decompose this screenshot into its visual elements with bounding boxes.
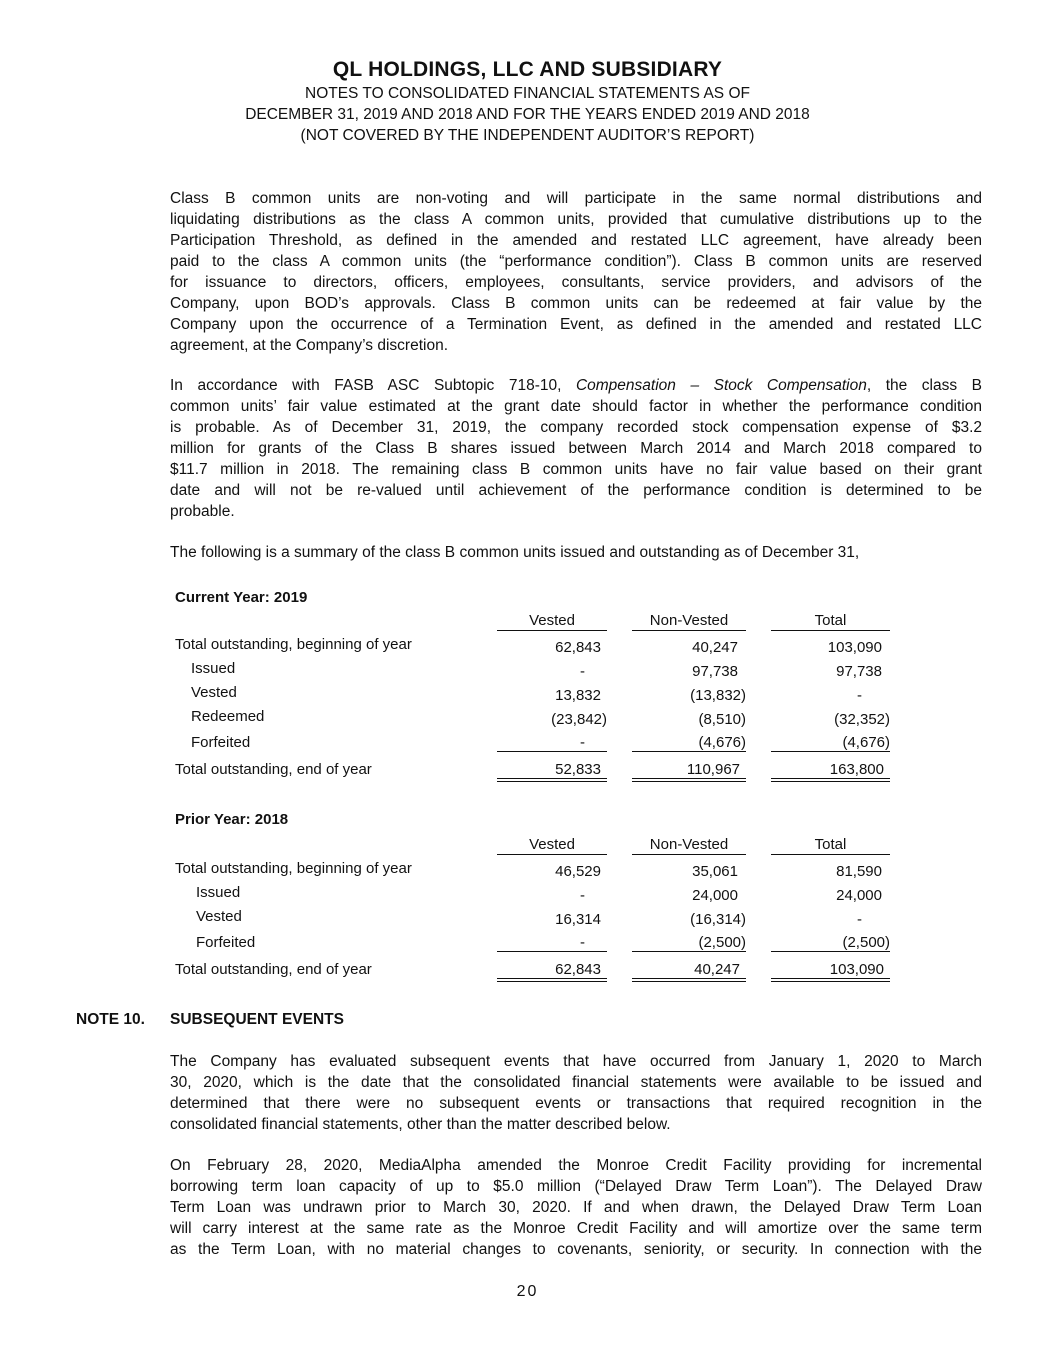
credit-facility-paragraph (170, 1155, 982, 1260)
subsequent-events-paragraph (170, 1051, 982, 1135)
paragraph-line (170, 375, 982, 396)
cell-vested: - (580, 663, 585, 680)
cell-vested: - (580, 887, 585, 904)
table-row (175, 636, 895, 660)
row-label: Total outstanding, beginning of year (175, 636, 412, 653)
paragraph-line: is probable. As of December 31, 2019, the company recorded stock compensation expense of $3.2 (170, 419, 982, 436)
paragraph-line: The following is a summary of the class B common units issued and outstanding as of December 31, (170, 544, 860, 561)
paragraph-line: Participation Threshold, as defined in the amended and restated LLC agreement, have already been (170, 232, 982, 249)
cell-non-vested: (8,510) (698, 711, 746, 728)
cell-vested: 16,314 (555, 911, 601, 928)
cell-vested: - (497, 734, 607, 752)
cell-total: 24,000 (836, 887, 882, 904)
paragraph-line: million for grants of the Class B shares issued between March 2014 and March 2018 compared to (170, 440, 982, 457)
table-row (175, 732, 895, 756)
paragraph-line: borrowing term loan capacity of up to $5.0 million (“Delayed Draw Term Loan”). The Delayed Draw (170, 1178, 982, 1195)
cell-vested: 62,843 (497, 961, 607, 982)
summary-intro-paragraph (170, 542, 982, 563)
cell-vested: (23,842) (551, 711, 607, 728)
paragraph-line: Company upon the occurrence of a Termination Event, as defined in the amended and restated LLC (170, 316, 982, 333)
paragraph-line: paid to the class A common units (the “performance condition”). Class B common units are reserved (170, 253, 982, 270)
paragraph-line: will carry interest at the same rate as the Monroe Credit Facility and will amortize over the same term (170, 1220, 982, 1237)
paragraph-line: date and will not be re-valued until achievement of the performance condition is determined to be (170, 482, 982, 499)
prior-year-heading: Prior Year: 2018 (175, 811, 289, 828)
cell-total: (2,500) (771, 934, 890, 952)
row-label: Total outstanding, end of year (175, 961, 372, 978)
row-label: Vested (196, 908, 242, 925)
table-row (175, 932, 895, 956)
document-subtitle-line-1: NOTES TO CONSOLIDATED FINANCIAL STATEMENTS AS OF (305, 85, 750, 102)
cell-non-vested: 40,247 (632, 961, 746, 982)
paragraph-line: Company, upon BOD’s approvals. Class B common units can be redeemed at fair value by the (170, 295, 982, 312)
column-header-total: Total (771, 836, 890, 855)
paragraph-line: Class B common units are non-voting and will participate in the same normal distributions and (170, 190, 982, 207)
table-row (175, 958, 895, 982)
paragraph-line: probable. (170, 503, 235, 520)
cell-total: (32,352) (834, 711, 890, 728)
row-label: Redeemed (191, 708, 265, 725)
column-header-vested: Vested (497, 836, 607, 855)
cell-vested: 62,843 (555, 639, 601, 656)
paragraph-line: for issuance to directors, officers, employees, consultants, service providers, and advisors of the (170, 274, 982, 291)
cell-non-vested: 35,061 (692, 863, 738, 880)
table-row (175, 908, 895, 932)
table-row (175, 860, 895, 884)
paragraph-line: common units’ fair value estimated at the grant date should factor in whether the performance condition (170, 398, 982, 415)
row-label: Vested (191, 684, 237, 701)
italic-topic-title: Compensation – Stock Compensation (575, 377, 867, 394)
paragraph-line: Term Loan was undrawn prior to March 30, 2020. If and when drawn, the Delayed Draw Term Loan (170, 1199, 982, 1216)
paragraph-line: The Company has evaluated subsequent events that have occurred from January 1, 2020 to March (170, 1053, 982, 1070)
cell-non-vested: (16,314) (690, 911, 746, 928)
paragraph-line: agreement, at the Company’s discretion. (170, 337, 449, 354)
paragraph-line: as the Term Loan, with no material changes to covenants, seniority, or security. In connection with the (170, 1241, 982, 1258)
cell-non-vested: (13,832) (690, 687, 746, 704)
row-label: Issued (191, 660, 236, 677)
paragraph-line: liquidating distributions as the class A common units, provided that cumulative distributions up to the (170, 211, 982, 228)
row-label: Forfeited (191, 734, 251, 751)
paragraph-line: 30, 2020, which is the date that the consolidated financial statements were available to be issued and (170, 1074, 982, 1091)
cell-non-vested: 24,000 (692, 887, 738, 904)
row-label: Issued (196, 884, 241, 901)
paragraph-line: determined that there were no subsequent events or transactions that required recognition in the (170, 1095, 982, 1112)
row-label: Total outstanding, beginning of year (175, 860, 412, 877)
page-number: 20 (516, 1283, 539, 1300)
class-b-description-paragraph (170, 188, 982, 356)
paragraph-line: $11.7 million in 2018. The remaining class B common units have no fair value based on their grant (170, 461, 982, 478)
cell-non-vested: 40,247 (692, 639, 738, 656)
document-subtitle-line-3: (NOT COVERED BY THE INDEPENDENT AUDITOR’S REPORT) (300, 127, 755, 144)
row-label: Forfeited (196, 934, 256, 951)
note-number: NOTE 10. (76, 1011, 145, 1028)
paragraph-line: On February 28, 2020, MediaAlpha amended the Monroe Credit Facility providing for incremental (170, 1157, 982, 1174)
cell-total: 103,090 (827, 639, 882, 656)
table-row (175, 884, 895, 908)
table-row (175, 708, 895, 732)
column-header-non-vested: Non-Vested (632, 836, 746, 855)
cell-total: 81,590 (836, 863, 882, 880)
cell-vested: 52,833 (497, 761, 607, 782)
cell-vested: - (497, 934, 607, 952)
paragraph-text: , the class B (866, 377, 982, 394)
table-row (175, 660, 895, 684)
paragraph-line: consolidated financial statements, other than the matter described below. (170, 1116, 671, 1133)
column-header-non-vested: Non-Vested (632, 612, 746, 631)
table-row (175, 684, 895, 708)
fasb-compensation-paragraph (170, 375, 982, 522)
cell-total: 163,800 (771, 761, 890, 782)
note-title: SUBSEQUENT EVENTS (170, 1011, 344, 1028)
current-year-heading: Current Year: 2019 (175, 589, 308, 606)
table-row (175, 758, 895, 782)
column-header-total: Total (771, 612, 890, 631)
cell-total: (4,676) (771, 734, 890, 752)
document-title: QL HOLDINGS, LLC AND SUBSIDIARY (332, 58, 723, 81)
cell-total: 97,738 (836, 663, 882, 680)
cell-total: - (857, 911, 862, 928)
cell-non-vested: 97,738 (692, 663, 738, 680)
paragraph-text: In accordance with FASB ASC Subtopic 718-10, (170, 377, 562, 394)
cell-vested: 13,832 (555, 687, 601, 704)
column-header-vested: Vested (497, 612, 607, 631)
cell-total: - (857, 687, 862, 704)
cell-non-vested: (4,676) (632, 734, 746, 752)
cell-total: 103,090 (771, 961, 890, 982)
cell-vested: 46,529 (555, 863, 601, 880)
row-label: Total outstanding, end of year (175, 761, 372, 778)
cell-non-vested: (2,500) (632, 934, 746, 952)
document-subtitle-line-2: DECEMBER 31, 2019 AND 2018 AND FOR THE YEARS ENDED 2019 AND 2018 (245, 106, 810, 123)
cell-non-vested: 110,967 (632, 761, 746, 782)
